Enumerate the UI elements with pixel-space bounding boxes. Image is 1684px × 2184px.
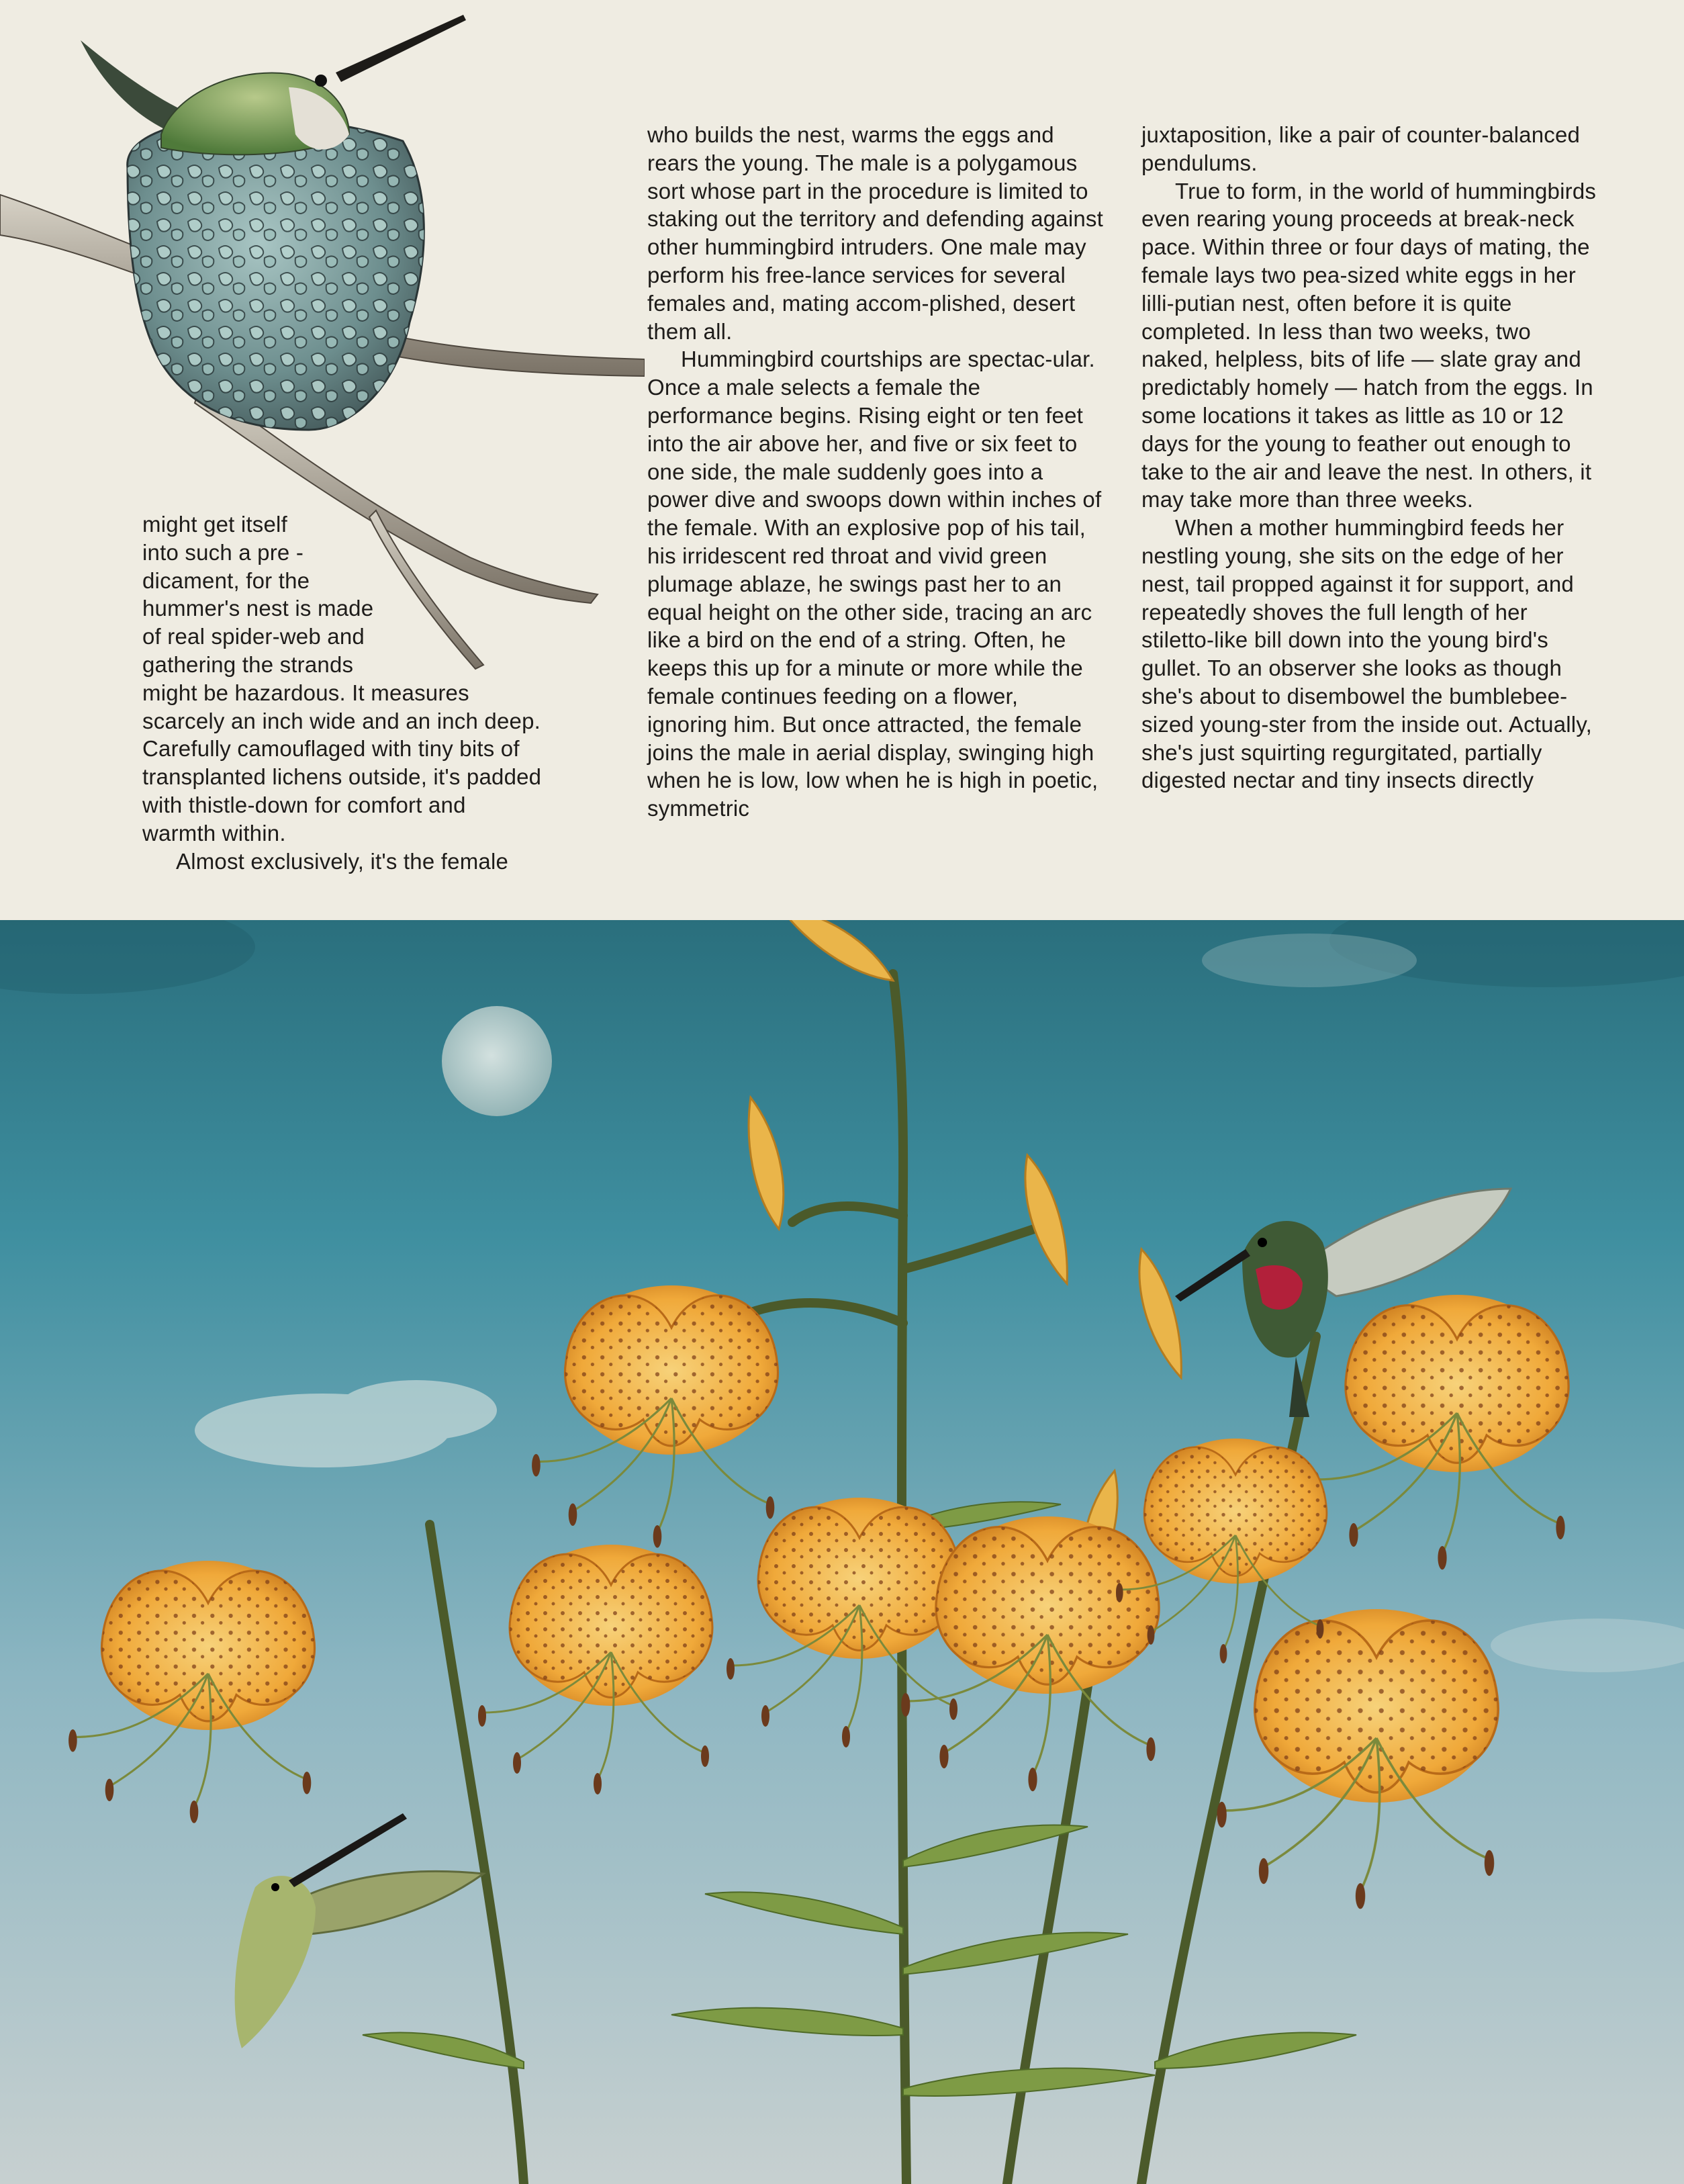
nest [128, 118, 424, 430]
body-paragraph: When a mother hummingbird feeds her nestling young, she sits on the edge of her nest, tail propped against it for support, and repeatedly shoves the full length of her stiletto-like bill down into the young bird's gullet. To an observer she looks as though she's about to disembowel the bumblebee-sized young-ster from the inside out. Actually, she's just squirting regurgitated, partially digested nectar and tiny insects directly [1141, 515, 1592, 793]
text-column-right [1141, 121, 1598, 794]
text-line: of real spider-web and [142, 624, 365, 649]
text-line: scarcely an inch wide and an inch deep. [142, 708, 541, 733]
text-line: transplanted lichens outside, it's padded [142, 764, 542, 790]
text-line: might get itself [142, 512, 287, 537]
bird-bill [336, 15, 466, 82]
text-line: into such a pre - [142, 539, 304, 565]
body-paragraph: juxtaposition, like a pair of counter-balanced pendulums. [1141, 122, 1581, 175]
text-line: gathering the strands [142, 651, 354, 677]
body-paragraph: who builds the nest, warms the eggs and rears the young. The male is a polygamous sort whose part in the procedure is limited to staking out the territory and defending against other hummingbird intruders. One male may perform his free-lance services for several females and, mating accom-plished, desert them all. [647, 122, 1104, 344]
tiger-lily-hummingbird-painting [0, 920, 1684, 2184]
text-line: dicament, for the [142, 567, 310, 593]
text-line: warmth within. [142, 820, 286, 846]
text-line: Carefully camouflaged with tiny bits of [142, 736, 520, 762]
text-column-middle [647, 121, 1104, 823]
body-paragraph: True to form, in the world of hummingbirds even rearing young proceeds at break-neck pace. Within three or four days of mating, the female lays two pea-sized white eggs in her lilli-putian nest, often before it is quite completed. In less than two weeks, two naked, helpless, bits of life — slate gray and predictably homely — hatch from the eggs. In some locations it takes as little as 10 or 12 days for the young to feather out enough to take to the air and leave the nest. In others, it may take more than three weeks. [1141, 178, 1597, 512]
moon [442, 1006, 552, 1116]
body-paragraph: Hummingbird courtships are spectac-ular. Once a male selects a female the performance begins. Rising eight or ten feet into the air above her, and five or six feet to one side, the male suddenly goes into a power dive and swoops down within inches of the female. With an explosive pop of his tail, his irridescent red throat and vivid green plumage ablaze, he swings past her to an equal height on the other side, tracing an arc like a bird on the end of a string. Often, he keeps this up for a minute or more while the female continues feeding on a flower, ignoring him. But once attracted, the female joins the male in aerial display, swinging high when he is low, low when he is high in poetic, symmetric [647, 347, 1102, 821]
text-column-left [142, 510, 572, 875]
female-hummingbird-on-nest [161, 15, 466, 154]
text-line: hummer's nest is made [142, 596, 374, 621]
body-paragraph: Almost exclusively, it's the female [176, 848, 509, 874]
text-line: might be hazardous. It measures [142, 680, 469, 705]
text-line: with thistle-down for comfort and [142, 792, 466, 817]
